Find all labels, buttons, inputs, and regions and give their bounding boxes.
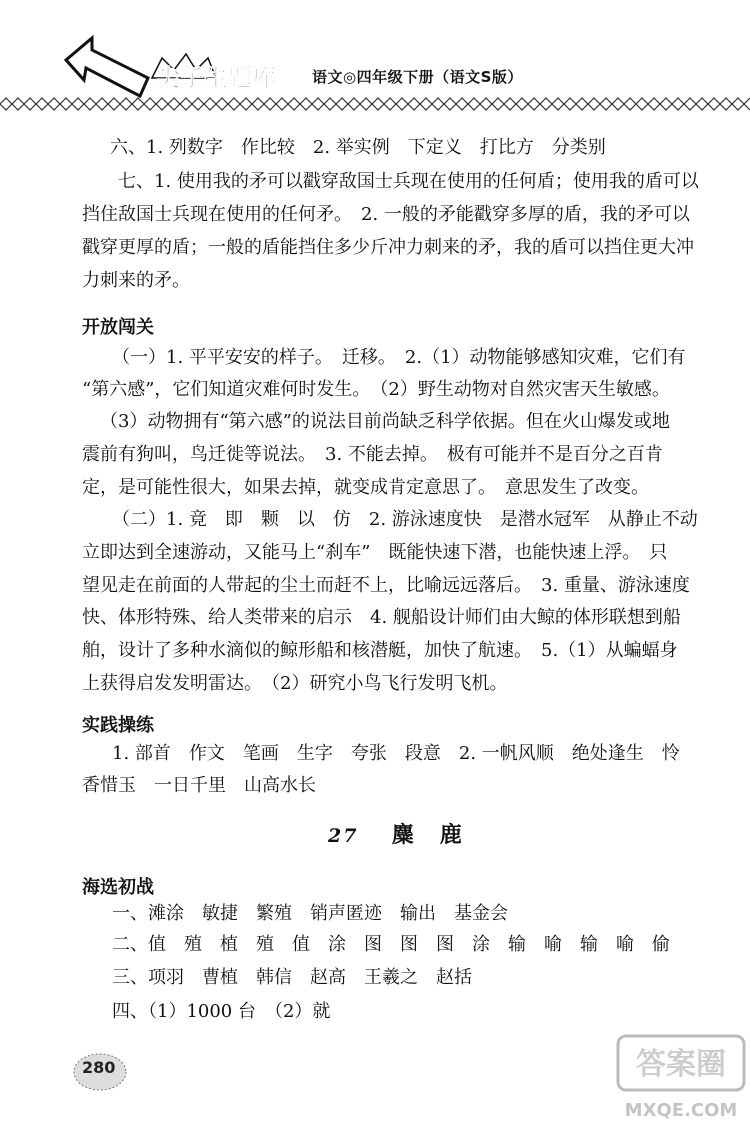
- answer-line: （3）动物拥有“第六感”的说法目前尚缺乏科学依据。但在火山爆发或地: [100, 411, 670, 432]
- watermark-logo: [612, 1030, 750, 1127]
- answer-line: 七、1. 使用我的矛可以戳穿敌国士兵现在使用的任何盾；使用我的盾可以: [82, 171, 699, 192]
- answer-line: 立即达到全速游动，又能马上“刹车” 既能快速下潜，也能快速上浮。 只: [82, 542, 668, 563]
- answer-line: 四、（1）1000 台 （2）就: [112, 1001, 331, 1022]
- svg-text:答案圈: 答案圈: [636, 1047, 726, 1082]
- arrow-icon: [62, 34, 152, 104]
- answer-line: 震前有狗叫，鸟迁徙等说法。 3. 不能去掉。 极有可能并不是百分之百肯: [82, 444, 663, 465]
- section-heading-open: 开放闯关: [82, 317, 154, 338]
- answer-line: 1. 部首 作文 笔画 生字 夸张 段意 2. 一帆风顺 绝处逢生 怜: [112, 743, 680, 764]
- lesson-name: 麋 鹿: [391, 822, 464, 848]
- brand-logo: [150, 48, 300, 98]
- answer-line: 舶，设计了多种水滴似的鲸形船和核潜艇，加快了航速。 5.（1）从蝙蝠身: [82, 640, 678, 661]
- answer-line: （一）1. 平平安安的样子。 迁移。 2.（1）动物能够感知灾难，它们有: [112, 347, 686, 368]
- lesson-title: [328, 818, 464, 849]
- page-header: [0, 0, 750, 115]
- answer-line: 快、体形特殊、给人类带来的启示 4. 舰船设计师们由大鲸的体形联想到船: [82, 607, 681, 628]
- answer-line: 望见走在前面的人带起的尘土而赶不上，比喻远远落后。 3. 重量、游泳速度: [82, 575, 690, 596]
- answer-line: 六、1. 列数字 作比较 2. 举实例 下定义 打比方 分类别: [110, 137, 606, 158]
- section-heading-practice: 实践操练: [82, 715, 154, 736]
- section-heading-select: 海选初战: [82, 877, 154, 898]
- book-title: 语文◎四年级下册（语文S版）: [312, 68, 523, 86]
- answer-line: 定，是可能性很大，如果去掉，就变成肯定意思了。 意思发生了改变。: [82, 477, 649, 498]
- decorative-divider: [0, 96, 750, 112]
- answer-line: 二、值 殖 植 殖 值 涂 图 图 图 涂 输 喻 输 喻 偷: [112, 934, 670, 955]
- answer-line: 戳穿更厚的盾；一般的盾能挡住多少斤冲力刺来的矛，我的盾可以挡住更大冲: [82, 237, 694, 258]
- answer-line: “第六感”，它们知道灾难何时发生。 （2）野生动物对自然灾害天生敏感。: [82, 379, 670, 400]
- answer-line: 香惜玉 一日千里 山高水长: [82, 775, 316, 796]
- answer-line: 力刺来的矛。: [82, 270, 190, 291]
- answer-line: （二）1. 竟 即 颗 以 仿 2. 游泳速度快 是潜水冠军 从静止不动: [112, 509, 698, 530]
- answer-line: 三、项羽 曹植 韩信 赵高 王羲之 赵括: [112, 967, 472, 988]
- lesson-number: 27: [328, 825, 359, 847]
- answer-line: 一、滩涂 敏捷 繁殖 销声匿迹 输出 基金会: [112, 903, 508, 924]
- watermark-text: MXQE.COM: [624, 1100, 738, 1121]
- answer-line: 上获得启发发明雷达。 （2）研究小鸟飞行发明飞机。: [82, 673, 508, 694]
- page-number: 280: [82, 1058, 116, 1077]
- answer-line: 挡住敌国士兵现在使用的任何矛。 2. 一般的矛能戳穿多厚的盾，我的矛可以: [82, 204, 690, 225]
- svg-text:尖子生题库: 尖子生题库: [156, 64, 276, 92]
